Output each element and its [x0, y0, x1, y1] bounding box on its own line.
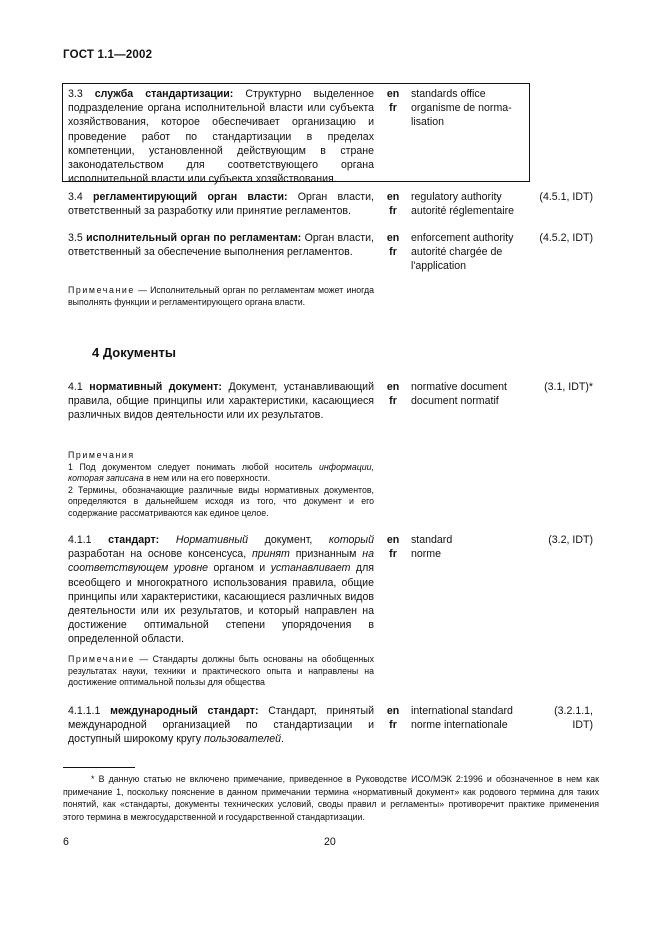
- term-name: стандарт:: [108, 534, 160, 546]
- lang-en: en: [386, 88, 400, 100]
- lang-fr: fr: [389, 548, 397, 561]
- italic-run: Нормативный: [175, 534, 249, 546]
- note-text: в нем или на его поверхности.: [143, 473, 271, 484]
- note-label: Примечание: [68, 285, 135, 295]
- note-item-1: [68, 462, 374, 485]
- term-number: 4.1.1.1: [68, 705, 101, 717]
- section-heading: 4 Документы: [92, 345, 176, 360]
- note-3-5: [68, 285, 374, 308]
- equivalent-en: international standard: [411, 705, 513, 717]
- note-4-1-1: [68, 654, 374, 689]
- equivalent-en: standard: [411, 534, 453, 546]
- term-equivalents: [411, 87, 512, 130]
- term-equivalents: [411, 704, 513, 732]
- lang-codes: [386, 231, 400, 259]
- lang-en: en: [386, 232, 400, 244]
- term-equivalents: [411, 380, 507, 408]
- equivalent-fr: autorité réglementaire: [411, 205, 515, 218]
- text-run: Стандарт, принятый международной организацией по стандартизации и доступный широкому кругу: [68, 705, 374, 746]
- lang-codes: [386, 380, 400, 408]
- term-entry-4-1-1-1: [68, 704, 374, 747]
- text-run: документ,: [248, 534, 329, 546]
- source-reference: (4.5.1, IDT): [539, 191, 593, 203]
- term-entry-3-4: [68, 190, 374, 218]
- italic-run: принят: [251, 548, 290, 561]
- lang-fr: fr: [389, 205, 397, 218]
- term-number: 3.5: [68, 232, 83, 244]
- source-reference: (3.2.1.1, IDT): [554, 705, 593, 732]
- lang-codes: [386, 704, 400, 732]
- equivalent-fr: autorité chargée de l'application: [411, 246, 503, 273]
- term-number: 4.1: [68, 381, 83, 393]
- term-number: 3.4: [68, 191, 83, 203]
- term-name: исполнительный орган по регламентам:: [86, 232, 302, 244]
- text-run: .: [281, 733, 284, 746]
- equivalent-en: regulatory authority: [411, 191, 502, 203]
- term-equivalents: [411, 190, 514, 218]
- equivalent-en: standards office: [411, 88, 486, 100]
- term-name: международный стандарт:: [110, 705, 259, 717]
- italic-run: который: [328, 534, 374, 546]
- term-name: служба стандартизации:: [94, 88, 234, 100]
- term-name: регламентирующий орган власти:: [93, 191, 288, 203]
- lang-en: en: [386, 191, 400, 203]
- term-number: 3.3: [68, 88, 83, 100]
- lang-codes: [386, 190, 400, 218]
- term-equivalents: [411, 533, 452, 561]
- italic-run: пользователей: [204, 733, 282, 746]
- note-label: Примечание: [68, 654, 135, 664]
- footnote: * В данную статью не включено примечание, приведенное в Руководстве ИСО/МЭК 2:1996 и обозначенное в нем как примечание 1, поскольку пояснение в данном примечании термина «нормативный документ» как родового термина для таких понятий, как «стандарты, документы технических условий, своды правил и регламенты» противоречит практике применения этого термина в межгосударственной и государственной стандартизации.: [63, 774, 599, 822]
- footnote-rule: [63, 767, 135, 768]
- equivalent-fr: norme: [411, 548, 442, 561]
- term-entry-3-3: [68, 87, 374, 186]
- term-entry-4-1-1: [68, 533, 374, 647]
- page-number-center: 20: [324, 836, 336, 848]
- page-number-left: 6: [63, 836, 69, 848]
- equivalent-en: normative document: [411, 381, 507, 393]
- term-definition: Структурно выделенное подразделение органа исполнительной власти или субъекта хозяйствования, которое обеспечивает организацию и проведение работ по стандартизации в пределах компетенции, установленной действующим в стране законодательством для соответствующего органа исполнительной власти или субъекта хозяйствования.: [68, 88, 374, 186]
- note-label: Примечания: [68, 450, 135, 460]
- italic-run: на соответствующем уровне: [68, 548, 374, 575]
- lang-codes: [386, 87, 400, 115]
- document-header: ГОСТ 1.1—2002: [63, 49, 153, 61]
- lang-fr: fr: [389, 102, 397, 115]
- text-run: [159, 534, 176, 546]
- lang-en: en: [386, 705, 400, 717]
- notes-4-1: [68, 450, 374, 520]
- equivalent-fr: document normatif: [411, 395, 499, 408]
- note-item-2: 2 Термины, обозначающие различные виды нормативных документов, определяются в дальнейшем исходя из того, что документ и его содержание рассматриваются как единое целое.: [68, 484, 374, 518]
- term-definition: Орган власти, ответственный за обеспечение выполнения регламентов.: [68, 232, 374, 259]
- lang-fr: fr: [389, 719, 397, 732]
- note-italic: информации, которая записана: [68, 461, 374, 484]
- text-run: органом и: [208, 562, 271, 575]
- term-number: 4.1.1: [68, 534, 92, 546]
- term-definition: Орган власти, ответственный за разработку или принятие регламентов.: [68, 191, 374, 218]
- text-run: разработан на основе консенсуса,: [68, 548, 252, 561]
- text-run: признанным: [289, 548, 363, 561]
- note-text: — Стандарты должны быть основаны на обобщенных результатах науки, техники и практического опыта и направлены на достижение оптимальной пользы для общества: [68, 654, 374, 688]
- source-reference: (3.1, IDT)*: [544, 381, 593, 393]
- equivalent-fr: norme internationale: [411, 719, 508, 732]
- term-definition: Документ, устанавливающий правила, общие принципы или характеристики, касающиеся различных видов деятельности или их результатов.: [68, 381, 374, 422]
- source-reference: (3.2, IDT): [548, 534, 593, 546]
- term-equivalents: [411, 231, 513, 274]
- lang-en: en: [386, 534, 400, 546]
- lang-en: en: [386, 381, 400, 393]
- note-text: — Исполнительный орган по регламентам может иногда выполнять функции и регламентирующего органа власти.: [68, 285, 374, 307]
- text-run: для всеобщего и многократного использования правила, общие принципы или характеристики, касающиеся различных видов деятельности или их результатов, и который направлен на достижение оптимальной степени упорядочения в определенной области.: [68, 562, 374, 646]
- equivalent-fr: organisme de norma- lisation: [411, 102, 512, 129]
- equivalent-en: enforcement authority: [411, 232, 514, 244]
- lang-codes: [386, 533, 400, 561]
- source-reference: (4.5.2, IDT): [539, 232, 593, 244]
- italic-run: устанавливает: [270, 562, 351, 575]
- note-text: 1 Под документом следует понимать любой носитель: [68, 461, 319, 472]
- lang-fr: fr: [389, 246, 397, 259]
- term-entry-4-1: [68, 380, 374, 423]
- term-name: нормативный документ:: [89, 381, 222, 393]
- lang-fr: fr: [389, 395, 397, 408]
- term-entry-3-5: [68, 231, 374, 259]
